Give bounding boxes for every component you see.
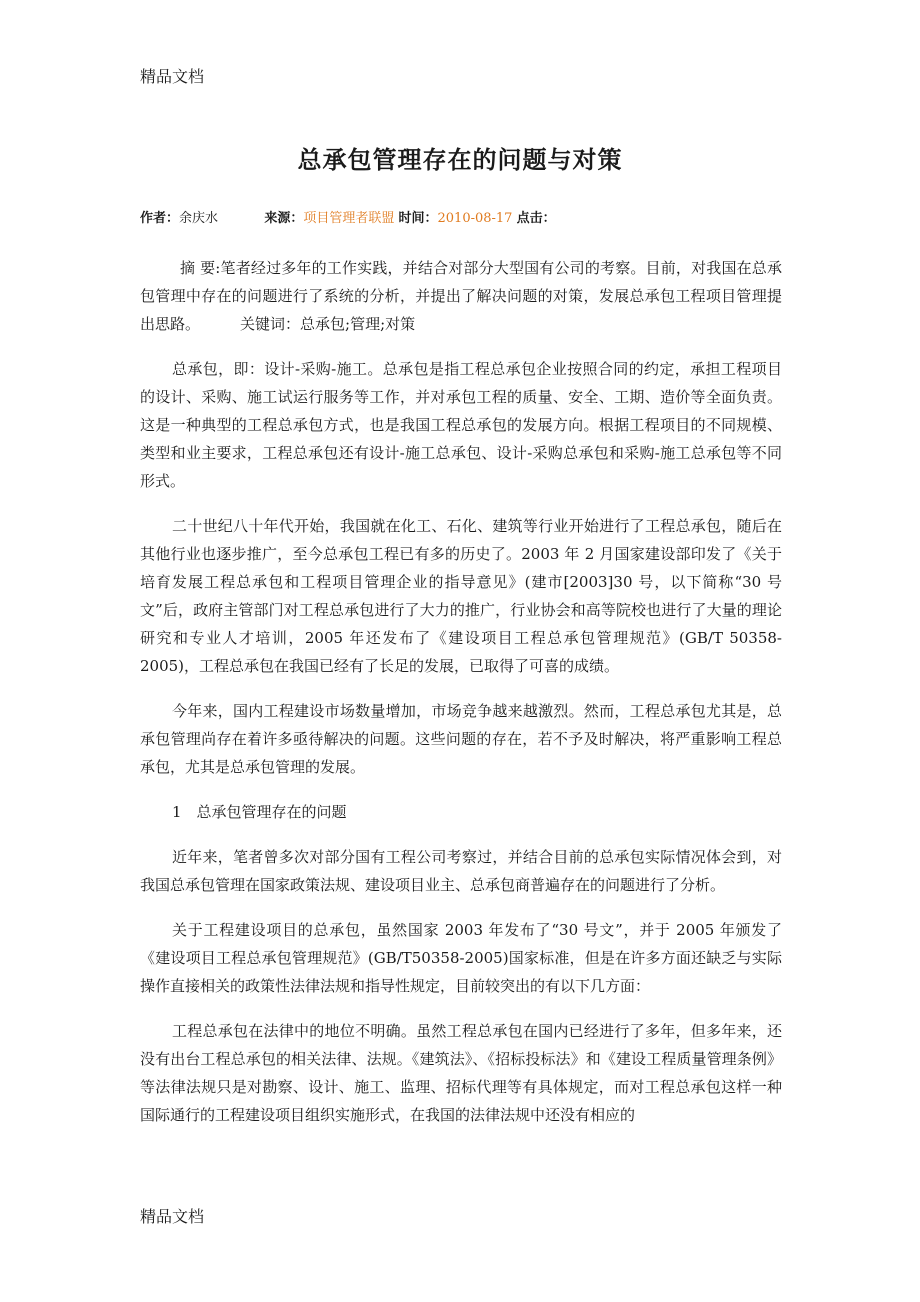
author-label: 作者： [140, 211, 180, 226]
time-label: 时间： [398, 211, 438, 226]
paragraph: 工程总承包在法律中的地位不明确。虽然工程总承包在国内已经进行了多年，但多年来，还没有出台工程总承包的相关法律、法规。《建筑法》、《招标投标法》和《建设工程质量管理条例》等法律法规只是对勘察、设计、施工、监理、招标代理等有具体规定，而对工程总承包这样一种国际通行的工程建设项目组织实施形式，在我国的法律法规中还没有相应的 [140, 1022, 782, 1124]
source-link[interactable]: 项目管理者联盟 [303, 211, 395, 226]
article-body [140, 254, 782, 1146]
paragraph: 今年来，国内工程建设市场数量增加，市场竞争越来越激烈。然而，工程总承包尤其是，总承包管理尚存在着许多亟待解决的问题。这些问题的存在，若不予及时解决，将严重影响工程总承包，尤其是总承包管理的发展。 [140, 702, 782, 776]
page-footer: 精品文档 [140, 1207, 205, 1226]
clicks-label: 点击： [516, 211, 556, 226]
publish-date: 2010-08-17 [437, 211, 513, 226]
section-heading: 1 总承包管理存在的问题 [172, 803, 347, 821]
paragraph: 近年来，笔者曾多次对部分国有工程公司考察过，并结合目前的总承包实际情况体会到，对我国总承包管理在国家政策法规、建设项目业主、总承包商普遍存在的问题进行了分析。 [140, 848, 782, 894]
paragraph: 总承包，即：设计-采购-施工。总承包是指工程总承包企业按照合同的约定，承担工程项目的设计、采购、施工试运行服务等工作，并对承包工程的质量、安全、工期、造价等全面负责。这是一种典型的工程总承包方式，也是我国工程总承包的发展方向。根据工程项目的不同规模、类型和业主要求，工程总承包还有设计-施工总承包、设计-采购总承包和采购-施工总承包等不同形式。 [140, 360, 782, 490]
abstract-text: 笔者经过多年的工作实践，并结合对部分大型国有公司的考察。目前，对我国在总承包管理中存在的问题进行了系统的分析，并提出了解决问题的对策，发展总承包工程项目管理提出思路。 [140, 259, 782, 333]
source-label: 来源： [264, 211, 304, 226]
abstract [140, 254, 782, 338]
keywords: 总承包;管理;对策 [300, 315, 416, 333]
author-name: 余庆水 [179, 211, 219, 226]
paragraph: 二十世纪八十年代开始，我国就在化工、石化、建筑等行业开始进行了工程总承包，随后在其他行业也逐步推广，至今总承包工程已有多的历史了。2003 年 2 月国家建设部印发了《关于培育发展工程总承包和工程项目管理企业的指导意见》(建市[2003]30 号，以下简称“30 号文”后，政府主管部门对工程总承包进行了大力的推广，行业协会和高等院校也进行了大量的理论研究和专业人才培训，2005 年还发布了《建设项目工程总承包管理规范》(GB/T 50358-2005)，工程总承包在我国已经有了长足的发展，已取得了可喜的成绩。 [140, 517, 782, 675]
article-meta [140, 207, 556, 226]
keywords-label: 关键词： [240, 315, 301, 333]
page-header: 精品文档 [140, 67, 205, 86]
paragraph: 关于工程建设项目的总承包，虽然国家 2003 年发布了“30 号文”，并于 2005 年颁发了《建设项目工程总承包管理规范》(GB/T50358-2005)国家标准，但是在许多方面还缺乏与实际操作直接相关的政策性法律法规和指导性规定，目前较突出的有以下几方面： [140, 921, 782, 995]
abstract-label: 摘 要: [180, 259, 221, 277]
article-title: 总承包管理存在的问题与对策 [297, 145, 623, 174]
